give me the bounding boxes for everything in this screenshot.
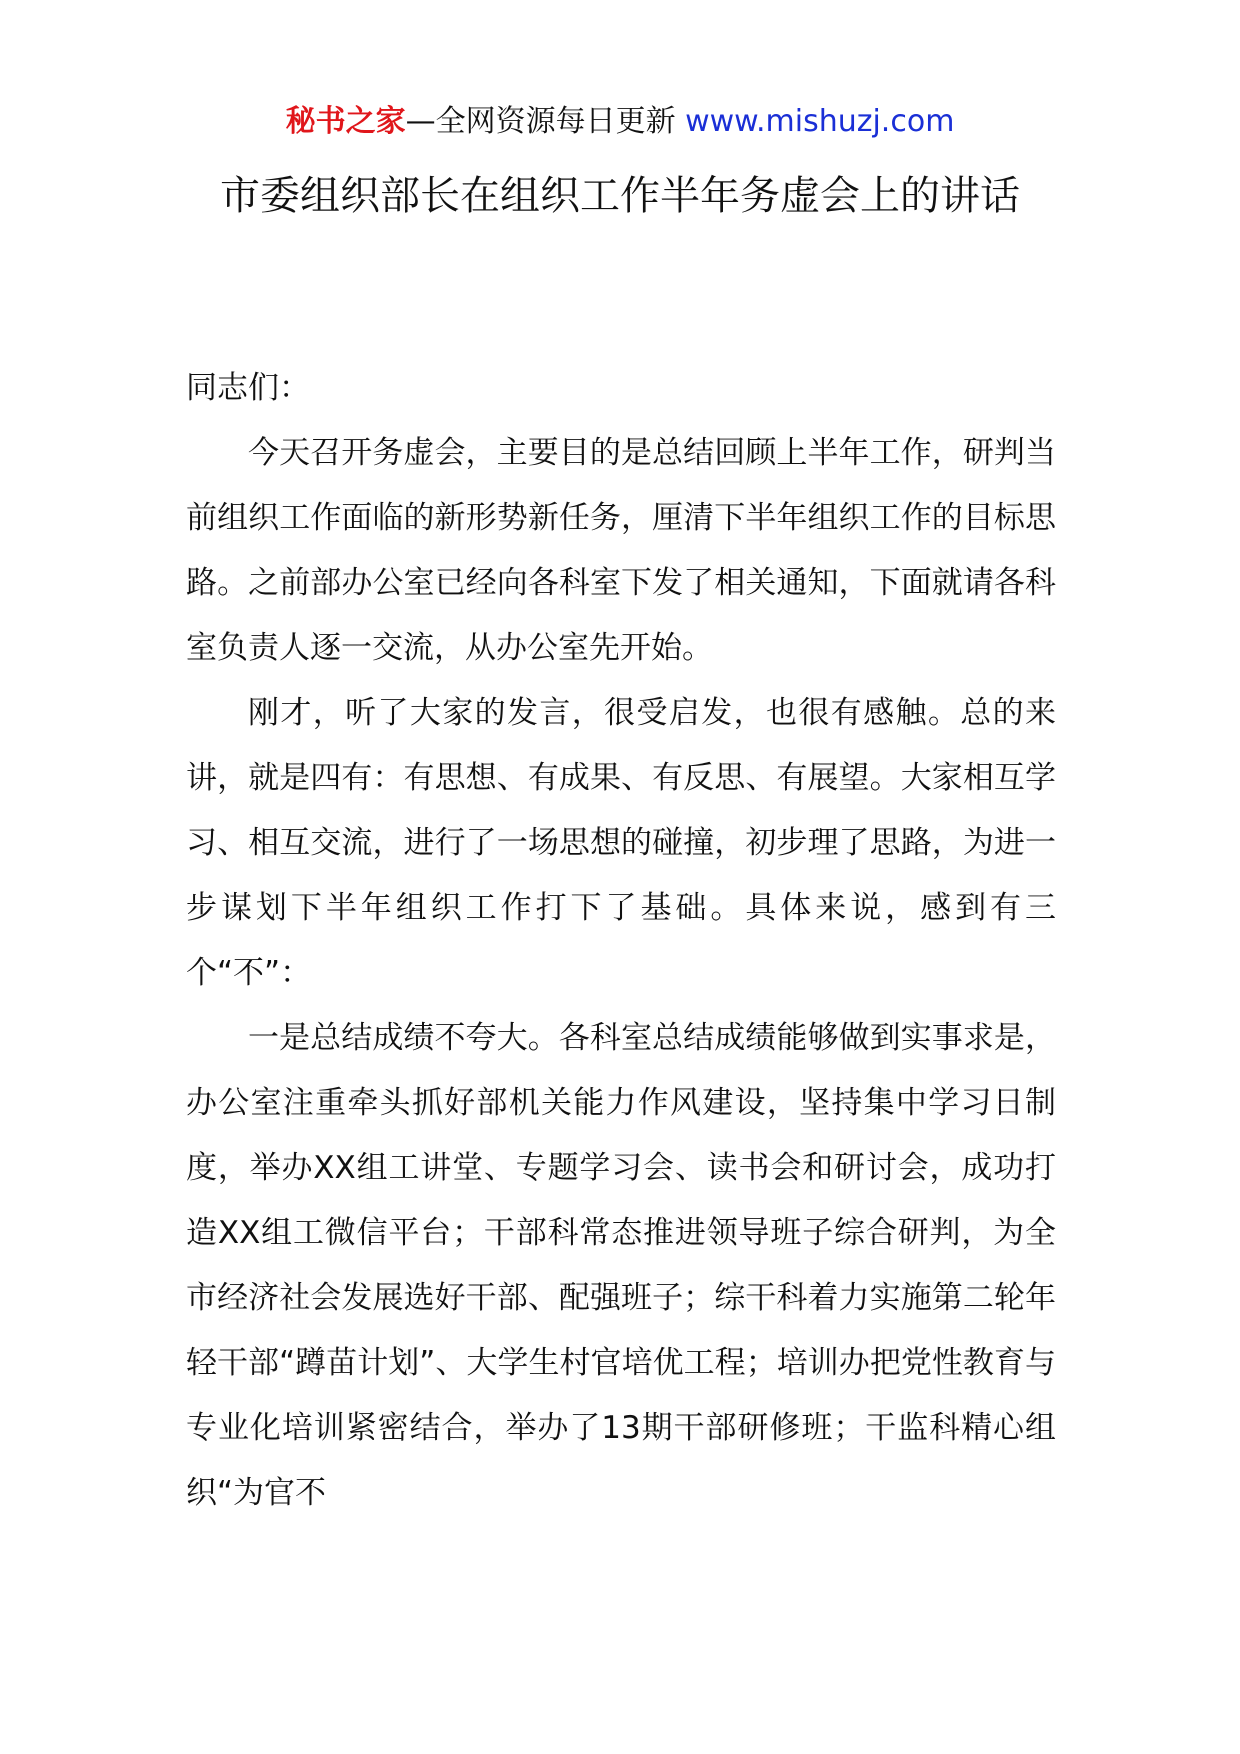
brand-name: 秘书之家	[285, 104, 406, 139]
paragraph-point-one: 一是总结成绩不夸大。各科室总结成绩能够做到实事求是，办公室注重牵头抓好部机关能力作风建设，坚持集中学习日制度，举办XX组工讲堂、专题学习会、读书会和研讨会，成功打造XX组工微信平台；干部科常态推进领导班子综合研判，为全市经济社会发展选好干部、配强班子；综干科着力实施第二轮年轻干部“蹲苗计划”、大学生村官培优工程；培训办把党性教育与专业化培训紧密结合，举办了13期干部研修班；干监科精心组织“为官不	[186, 1020, 1056, 1511]
paragraph-summary: 刚才，听了大家的发言，很受启发，也很有感触。总的来讲，就是四有：有思想、有成果、有反思、有展望。大家相互学习、相互交流，进行了一场思想的碰撞，初步理了思路，为进一步谋划下半年组织工作打下了基础。具体来说，感到有三个“不”：	[186, 695, 1056, 991]
paragraph-opening: 今天召开务虚会，主要目的是总结回顾上半年工作，研判当前组织工作面临的新形势新任务，厘清下半年组织工作的目标思路。之前部办公室已经向各科室下发了相关通知，下面就请各科室负责人逐一交流，从办公室先开始。	[186, 435, 1056, 666]
site-url-link[interactable]: www.mishuzj.com	[675, 104, 955, 139]
watermark-header	[0, 100, 1240, 144]
header-slogan: —全网资源每日更新	[405, 104, 676, 139]
document-title: 市委组织部长在组织工作半年务虚会上的讲话	[220, 173, 1020, 219]
document-body	[186, 356, 1056, 1526]
salutation: 同志们：	[186, 370, 310, 406]
